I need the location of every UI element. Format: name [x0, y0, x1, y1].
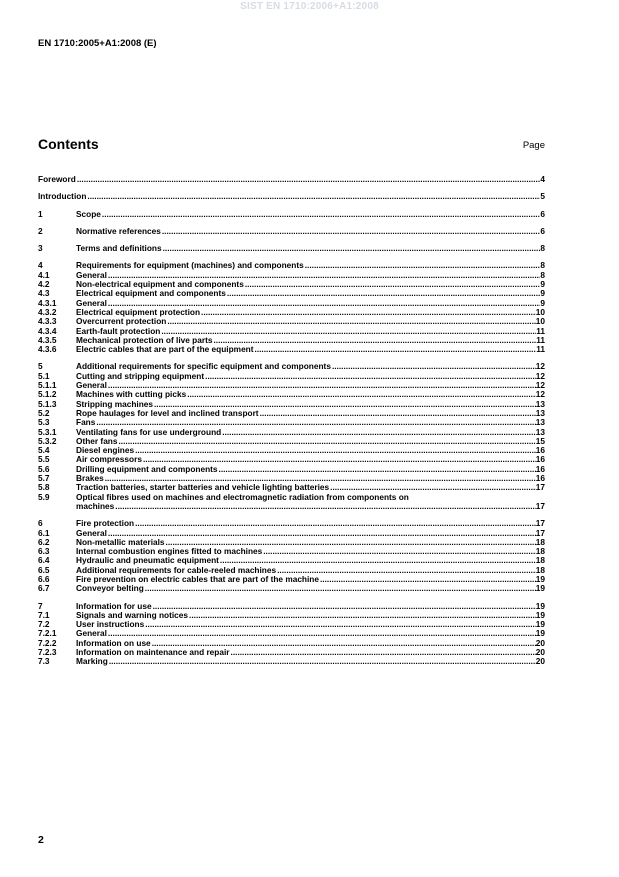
toc-page: 20	[535, 656, 545, 667]
toc-page: 19	[535, 628, 545, 639]
toc-number: 5.7	[38, 473, 50, 484]
toc-title: Diesel engines	[76, 445, 135, 456]
toc-title: Electric cables that are part of the equipment	[76, 344, 254, 355]
toc-title: Earth-fault protection	[76, 325, 161, 336]
toc-page: 16	[535, 463, 545, 474]
toc-number: 7.2.2	[38, 637, 57, 648]
toc-number: 6.3	[38, 546, 50, 557]
toc-number: 5	[38, 361, 43, 372]
toc-page: 19	[535, 573, 545, 584]
toc-title: Overcurrent protection	[76, 316, 167, 327]
toc-number: 7.1	[38, 609, 50, 620]
toc-number: 6.7	[38, 583, 50, 594]
toc-title: Optical fibres used on machines and electromagnetic radiation from components on	[76, 491, 409, 502]
toc-title: Introduction	[38, 191, 87, 202]
toc-title: General	[76, 628, 107, 639]
toc-page: 13	[535, 407, 545, 418]
toc-page: 12	[535, 361, 545, 372]
toc-title: Foreword	[38, 174, 76, 184]
toc-title: Fire protection	[76, 518, 135, 529]
toc-title: machines	[76, 500, 115, 511]
toc-title: General	[76, 380, 107, 391]
toc-number: 1	[38, 208, 43, 219]
toc-leader	[102, 210, 540, 219]
toc-entry-2[interactable]	[38, 227, 545, 236]
toc-page: 13	[535, 426, 545, 437]
toc-page: 8	[540, 269, 545, 280]
toc-entry-3[interactable]	[38, 244, 545, 253]
toc-number: 6	[38, 518, 43, 529]
toc-page: 8	[540, 260, 545, 271]
toc-title: Other fans	[76, 435, 118, 446]
toc-number: 3	[38, 243, 43, 254]
toc-leader	[260, 409, 536, 418]
toc-leader	[189, 611, 536, 620]
toc-leader	[219, 465, 536, 474]
toc-number: 4.3.6	[38, 344, 57, 355]
toc-title: Terms and definitions	[76, 243, 162, 254]
toc-page: 18	[535, 564, 545, 575]
toc-leader	[161, 327, 536, 336]
toc-number: 5.4	[38, 445, 50, 456]
toc-number: 4.3.2	[38, 306, 57, 317]
toc-leader	[115, 502, 535, 511]
toc-page: 11	[536, 344, 545, 355]
toc-number: 6.2	[38, 536, 50, 547]
toc-number: 7.2.1	[38, 628, 57, 639]
toc-title: Fans	[76, 417, 96, 428]
toc-title: Traction batteries, starter batteries and vehicle lighting batteries	[76, 482, 330, 493]
toc-number: 4.3	[38, 288, 50, 299]
toc-title: General	[76, 297, 107, 308]
toc-number: 5.3	[38, 417, 50, 428]
toc-title: Signals and warning notices	[76, 609, 189, 620]
toc-number: 4.1	[38, 269, 50, 280]
toc-number: 4	[38, 260, 43, 271]
toc-number: 2	[38, 225, 43, 236]
toc-title: Non-electrical equipment and components	[76, 279, 244, 290]
toc-page: 12	[535, 370, 545, 381]
toc-title: Stripping machines	[76, 398, 153, 409]
toc-title: Fire prevention on electric cables that are part of the machine	[76, 573, 319, 584]
toc-title: General	[76, 527, 107, 538]
toc-number: 4.3.4	[38, 325, 57, 336]
toc-leader	[163, 244, 541, 253]
toc-page: 19	[535, 583, 545, 594]
toc-leader	[167, 317, 535, 326]
toc-number: 5.1.1	[38, 380, 57, 391]
toc-page: 18	[535, 536, 545, 547]
toc-page: 4	[540, 174, 545, 184]
toc-leader	[77, 175, 541, 184]
toc-page: 16	[535, 454, 545, 465]
toc-number: 4.2	[38, 279, 50, 290]
toc-leader	[108, 529, 536, 538]
toc-leader	[213, 336, 536, 345]
toc-leader	[135, 446, 536, 455]
page-column-label: Page	[522, 140, 545, 151]
toc-number: 4.3.3	[38, 316, 57, 327]
toc-number: 5.1.3	[38, 398, 57, 409]
page-title: Contents	[38, 136, 99, 152]
toc-title: Marking	[76, 656, 108, 667]
toc-page: 5	[540, 191, 545, 202]
toc-number: 5.1.2	[38, 389, 57, 400]
toc-page: 6	[540, 225, 545, 236]
toc-page: 9	[540, 288, 545, 299]
toc-page: 13	[535, 417, 545, 428]
toc-page: 13	[535, 398, 545, 409]
toc-number: 5.3.1	[38, 426, 57, 437]
toc-number: 4.3.5	[38, 334, 57, 345]
table-of-contents	[38, 175, 545, 667]
toc-entry-4-3-6[interactable]	[38, 345, 545, 354]
toc-leader	[227, 289, 541, 298]
toc-leader	[153, 602, 536, 611]
toc-title: User instructions	[76, 619, 145, 630]
page-number: 2	[38, 834, 44, 846]
toc-page: 16	[535, 445, 545, 456]
toc-title: Machines with cutting picks	[76, 389, 187, 400]
toc-title: Rope haulages for level and inclined transport	[76, 407, 259, 418]
toc-leader	[162, 227, 541, 236]
toc-entry-5-1[interactable]	[38, 372, 545, 381]
toc-leader	[135, 519, 536, 528]
toc-number: 6.6	[38, 573, 50, 584]
toc-page: 18	[535, 555, 545, 566]
toc-number: 7.3	[38, 656, 50, 667]
toc-title: Cutting and stripping equipment	[76, 370, 205, 381]
toc-number: 7.2	[38, 619, 50, 630]
toc-page: 8	[540, 243, 545, 254]
toc-leader	[145, 620, 536, 629]
toc-number: 5.3.2	[38, 435, 57, 446]
toc-title: Drilling equipment and components	[76, 463, 218, 474]
toc-title: Scope	[76, 208, 101, 219]
watermark: SIST EN 1710:2006+A1:2008	[240, 1, 379, 12]
toc-page: 9	[540, 279, 545, 290]
toc-entry-1[interactable]	[38, 210, 545, 219]
toc-leader	[263, 547, 536, 556]
toc-page: 9	[540, 297, 545, 308]
toc-number: 5.8	[38, 482, 50, 493]
toc-page: 11	[536, 334, 545, 345]
document-header: EN 1710:2005+A1:2008 (E)	[38, 38, 157, 49]
toc-title: Additional requirements for cable-reeled machines	[76, 564, 277, 575]
toc-number: 5.9	[38, 491, 50, 502]
toc-page: 12	[535, 380, 545, 391]
toc-number: 5.5	[38, 454, 50, 465]
toc-title: Electrical equipment and components	[76, 288, 226, 299]
toc-title: Brakes	[76, 473, 104, 484]
toc-page: 17	[535, 527, 545, 538]
toc-leader	[205, 372, 536, 381]
toc-number: 7	[38, 600, 43, 611]
toc-page: 12	[535, 389, 545, 400]
toc-number: 4.3.1	[38, 297, 57, 308]
toc-page: 6	[540, 208, 545, 219]
toc-page: 17	[535, 482, 545, 493]
toc-entry-5-6[interactable]	[38, 465, 545, 474]
toc-page: 20	[535, 647, 545, 658]
toc-title: Mechanical protection of live parts	[76, 334, 213, 345]
toc-leader	[145, 584, 536, 593]
toc-entry-7-2[interactable]	[38, 620, 545, 629]
toc-leader	[255, 345, 537, 354]
toc-title: Information for use	[76, 600, 152, 611]
toc-title: Internal combustion engines fitted to machines	[76, 546, 263, 557]
toc-leader	[108, 629, 536, 638]
toc-leader	[245, 280, 541, 289]
toc-leader	[222, 428, 536, 437]
toc-page: 17	[535, 518, 545, 529]
toc-page: 19	[535, 619, 545, 630]
toc-title: Non-metallic materials	[76, 536, 165, 547]
toc-page: 11	[536, 325, 545, 336]
toc-leader	[119, 437, 536, 446]
toc-page: 18	[535, 546, 545, 557]
toc-number: 5.6	[38, 463, 50, 474]
toc-title: Air compressors	[76, 454, 142, 465]
toc-title: General	[76, 269, 107, 280]
toc-number: 5.1	[38, 370, 50, 381]
toc-title: Information on maintenance and repair	[76, 647, 230, 658]
toc-number: 6.5	[38, 564, 50, 575]
toc-page: 17	[535, 500, 545, 511]
toc-title: Requirements for equipment (machines) and components	[76, 260, 304, 271]
toc-number: 6.1	[38, 527, 50, 538]
toc-entry-6-7[interactable]	[38, 584, 545, 593]
toc-leader	[109, 657, 536, 666]
toc-entry-5-9-continued[interactable]	[38, 502, 545, 511]
toc-page: 15	[535, 435, 545, 446]
toc-title: Ventilating fans for use underground	[76, 426, 222, 437]
toc-title: Hydraulic and pneumatic equipment	[76, 555, 219, 566]
toc-number: 5.2	[38, 407, 50, 418]
toc-leader	[87, 192, 540, 201]
toc-number: 7.2.3	[38, 647, 57, 658]
toc-page: 16	[535, 473, 545, 484]
toc-title: Information on use	[76, 637, 151, 648]
toc-entry-4[interactable]	[38, 261, 545, 270]
toc-entry-4-3[interactable]	[38, 289, 545, 298]
toc-entry-5-2[interactable]	[38, 409, 545, 418]
toc-entry-6[interactable]	[38, 519, 545, 528]
toc-title: Conveyor belting	[76, 583, 144, 594]
toc-page: 19	[535, 600, 545, 611]
toc-leader	[305, 261, 541, 270]
toc-leader	[187, 390, 536, 399]
toc-page: 10	[535, 316, 545, 327]
toc-entry-foreword[interactable]	[38, 175, 545, 184]
toc-entry-introduction[interactable]	[38, 192, 545, 201]
toc-title: Normative references	[76, 225, 161, 236]
toc-page: 20	[535, 637, 545, 648]
toc-title: Electrical equipment protection	[76, 306, 201, 317]
toc-entry-7-3[interactable]	[38, 657, 545, 666]
toc-entry-5-9[interactable]	[38, 493, 545, 502]
toc-leader	[320, 575, 536, 584]
toc-title: Additional requirements for specific equipment and components	[76, 361, 331, 372]
toc-leader	[231, 648, 536, 657]
toc-leader	[201, 308, 536, 317]
toc-page: 19	[535, 609, 545, 620]
toc-entry-7-2-3[interactable]	[38, 648, 545, 657]
toc-number: 6.4	[38, 555, 50, 566]
toc-page: 10	[535, 306, 545, 317]
toc-leader	[332, 362, 536, 371]
